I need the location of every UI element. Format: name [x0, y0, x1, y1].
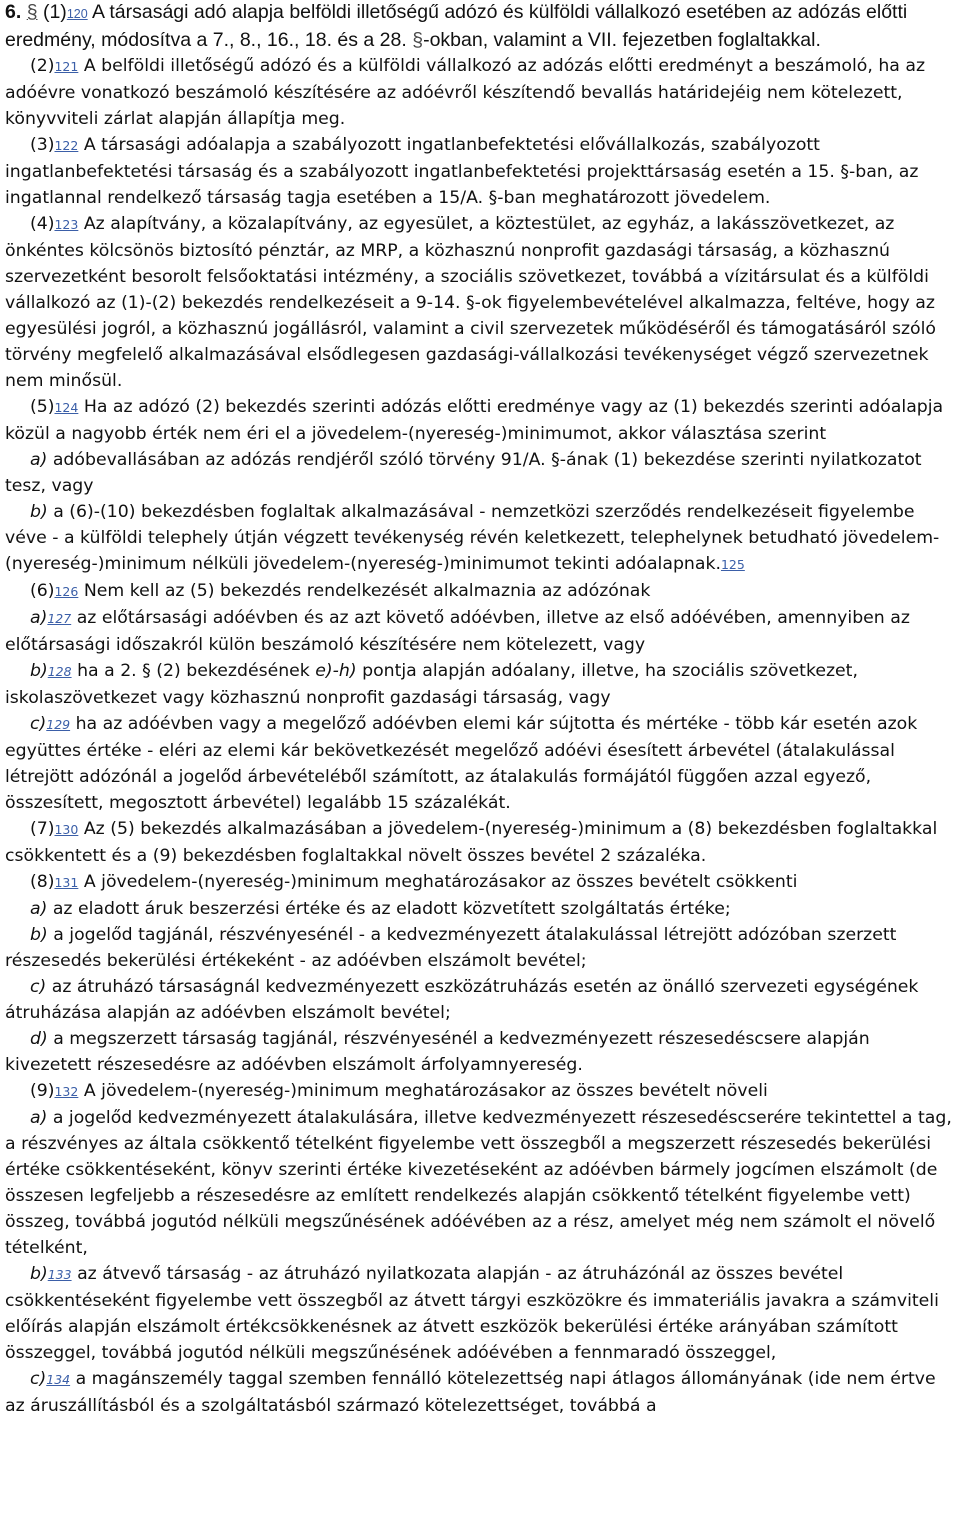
point-label: b)	[30, 661, 48, 681]
section-sign: §	[26, 1, 38, 23]
point-range: e)-h)	[315, 661, 357, 681]
section-sign: §	[840, 162, 850, 182]
point-9b	[5, 1261, 955, 1366]
footnote-link-124[interactable]: 124	[54, 400, 79, 415]
point-text-cont: pontja alapján adóalany, illetve, ha szociális szövetkezet, iskolaszövetkezet vagy közhasznú nonprofit gazdasági társaság, vagy	[5, 661, 858, 708]
point-9a	[5, 1105, 955, 1261]
footnote-link-120[interactable]: 120	[66, 7, 88, 21]
paragraph-number: (3)	[30, 135, 55, 155]
paragraph-text: A társasági adó alapja belföldi illetőségű adózó és külföldi vállalkozó esetében az adózás előtti eredmény, módosítva a 7., 8., 16., 18. és a 28.	[5, 1, 908, 51]
paragraph-text: A jövedelem-(nyereség-)minimum meghatározásakor az összes bevételt csökkenti	[78, 872, 798, 892]
footnote-link-121[interactable]: 121	[54, 59, 79, 74]
point-text: adóbevallásában az adózás rendjéről szóló törvény 91/A.	[47, 450, 552, 470]
point-label: b)	[30, 925, 48, 945]
paragraph-text-cont: -ban meghatározott jövedelem.	[497, 188, 771, 208]
point-text: a jogelőd kedvezményezett átalakulására, illetve kedvezményezett részesedéscserére tekintettel a tag, a részvényes az általa csökkentő tételként figyelembe vett összegből a megszerzett részesedés bekerülési értéke csökkentéseként, könyv szerinti értéke kivezetéseként az adóévben bármely jogcímen elszámolt (de összesen legfeljebb a részesedésre az említett rendelkezés alapján csökkentő tételként figyelembe vett) összeg, továbbá jogutód nélküli megszűnésének adóévében az a rész, amelyet még nem számolt el növelő tételként,	[5, 1108, 952, 1258]
point-text: ha az adóévben vagy a megelőző adóévben elemi kár sújtotta és mértéke - több kár esetén azok együttes értéke - eléri az elemi kár bekövetkezését megelőző adóévi ésesített árbevétel (átalakulással létrejött adózónál a jogelőd árbevételéből számított, az átalakulás formájától függően azzal egyező, összesített, megosztott árbevétel) legalább 15 százalékát.	[5, 714, 918, 813]
footnote-link-128[interactable]: 128	[47, 664, 72, 679]
paragraph-number: (6)	[30, 581, 55, 601]
footnote-link-129[interactable]: 129	[46, 717, 71, 732]
paragraph-text-cont: -ok figyelembevételével alkalmazza, feltéve, hogy az egyesülési jogról, a közhasznú jogállásról, valamint a civil szervezetek működéséről és támogatásáról szóló törvény megfelelő alkalmazásával elsődlegesen gazdasági-vállalkozási tevékenységet végző szervezetnek nem minősül.	[5, 293, 936, 391]
footnote-link-131[interactable]: 131	[54, 875, 79, 890]
point-6b	[5, 658, 955, 711]
point-label: c)	[30, 714, 47, 734]
paragraph-6	[5, 578, 955, 605]
point-text: a magánszemély taggal szemben fennálló kötelezettség napi átlagos állományának (ide nem értve az áruszállításból és a szolgáltatásból származó kötelezettséget, továbbá a	[5, 1369, 936, 1416]
section-sign: §	[551, 450, 560, 470]
point-8d	[5, 1026, 955, 1078]
point-label: c)	[30, 977, 47, 997]
paragraph-number: (1)	[42, 1, 67, 23]
point-text: a megszerzett társaság tagjánál, részvényesénél a kedvezményezett részesedéscsere alapján kivezetett részesedésre az adóévben elszámolt árfolyamnyereség.	[5, 1029, 870, 1075]
section-number: 6.	[5, 1, 22, 23]
point-text-cont: (2) bekezdésének	[150, 661, 316, 681]
point-text: ha a 2.	[71, 661, 143, 681]
section-sign: §	[142, 661, 151, 681]
paragraph-4	[5, 211, 955, 394]
paragraph-text: A belföldi illetőségű adózó és a külföldi vállalkozó az adózás előtti eredményt a beszámoló, ha az adóévre vonatkozó beszámoló készítésére az adóévről készítendő bevallás határidejéig nem kötelezett, könyvviteli zárlat alapján állapítja meg.	[5, 56, 926, 129]
point-6c	[5, 711, 955, 816]
paragraph-text: Nem kell az (5) bekezdés rendelkezését alkalmaznia az adózónak	[78, 581, 651, 601]
point-5b	[5, 499, 955, 578]
paragraph-number: (2)	[30, 56, 55, 76]
paragraph-8	[5, 869, 955, 896]
point-label: a)	[30, 450, 48, 470]
footnote-link-132[interactable]: 132	[54, 1084, 79, 1099]
footnote-link-127[interactable]: 127	[47, 611, 72, 626]
section-sign: §	[412, 28, 424, 51]
paragraph-7	[5, 816, 955, 869]
footnote-link-122[interactable]: 122	[54, 138, 79, 153]
point-8a	[5, 896, 955, 922]
paragraph-text-cont: -okban, valamint a VII. fejezetben foglaltakkal.	[423, 28, 821, 51]
paragraph-2	[5, 53, 955, 132]
footnote-link-134[interactable]: 134	[46, 1372, 71, 1387]
point-9c	[5, 1366, 955, 1419]
point-label: d)	[30, 1029, 48, 1049]
paragraph-9	[5, 1078, 955, 1105]
point-text-cont: -ának (1) bekezdése szerinti nyilatkozatot tesz, vagy	[5, 450, 922, 496]
point-8c	[5, 974, 955, 1026]
point-8b	[5, 922, 955, 974]
paragraph-3	[5, 132, 955, 211]
point-text: a jogelőd tagjánál, részvényesénél - a kedvezményezett átalakulással létrejött adózóban szerzett részesedés bekerülési értékeként - az adóévben elszámolt bevétel;	[5, 925, 897, 971]
point-label: b)	[30, 1264, 48, 1284]
point-text: az előtársasági adóévben és az azt követő adóévben, illetve az első adóévében, amennyiben az előtársasági időszakról külön beszámoló készítésére nem kötelezett, vagy	[5, 608, 910, 655]
section-sign: §	[488, 188, 498, 208]
point-label: a)	[30, 899, 48, 919]
section-6-paragraph-1	[5, 0, 955, 53]
point-label: a)	[30, 1108, 48, 1128]
paragraph-number: (8)	[30, 872, 55, 892]
point-label: c)	[30, 1369, 47, 1389]
paragraph-text: Az alapítvány, a közalapítvány, az egyesület, a köztestület, az egyház, a lakásszövetkezet, az önkéntes kölcsönös biztosító pénztár, az MRP, a közhasznú nonprofit gazdasági társaság, a közhasznú szervezetként besorolt felsőoktatási intézmény, a szociális szövetkezet, továbbá a vízitársulat és a külföldi vállalkozó az (1)-(2) bekezdés rendelkezéseit a 9-14.	[5, 214, 929, 313]
paragraph-number: (7)	[30, 819, 55, 839]
point-text: az eladott áruk beszerzési értéke és az eladott közvetített szolgáltatás értéke;	[47, 899, 731, 919]
point-label: a)	[30, 608, 48, 628]
paragraph-number: (9)	[30, 1081, 55, 1101]
paragraph-text: A társasági adóalapja a szabályozott ingatlanbefektetési elővállalkozás, szabályozott ingatlanbefektetési társaság és a szabályozott ingatlanbefektetési projekttársaság esetén a 15.	[5, 135, 841, 182]
footnote-link-126[interactable]: 126	[54, 584, 79, 599]
section-sign: §	[465, 293, 475, 313]
point-5a	[5, 447, 955, 499]
paragraph-number: (4)	[30, 214, 55, 234]
point-text: a (6)-(10) bekezdésben foglaltak alkalmazásával - nemzetközi szerződés rendelkezéseit figyelembe véve - a külföldi telephely útján végzett tevékenység révén keletkezett, telephelynek betudható jövedelem-(nyereség-)minimum nélküli jövedelem-(nyereség-)minimumot tekinti adóalapnak.	[5, 502, 940, 574]
footnote-link-133[interactable]: 133	[47, 1267, 72, 1282]
footnote-link-125[interactable]: 125	[720, 557, 745, 572]
footnote-link-123[interactable]: 123	[54, 217, 79, 232]
paragraph-text: A jövedelem-(nyereség-)minimum meghatározásakor az összes bevételt növeli	[78, 1081, 768, 1101]
paragraph-5	[5, 394, 955, 447]
paragraph-number: (5)	[30, 397, 55, 417]
point-label: b)	[30, 502, 48, 522]
point-text: az átruházó társaságnál kedvezményezett eszközátruházás esetén az önálló szervezeti egységének átruházása alapján az adóévben elszámolt bevétel;	[5, 977, 919, 1023]
point-6a	[5, 605, 955, 658]
paragraph-text: Ha az adózó (2) bekezdés szerinti adózás előtti eredménye vagy az (1) bekezdés szerinti adóalapja közül a nagyobb érték nem éri el a jövedelem-(nyereség-)minimumot, akkor választása szerint	[5, 397, 944, 444]
point-text: az átvevő társaság - az átruházó nyilatkozata alapján - az átruházónál az összes bevétel csökkentéseként figyelembe vett összegből az átvett tárgyi eszközökre és immateriális javakra a számviteli előírás alapján elszámolt értékcsökkenésnek az átvett eszközök bekerülési értéke arányában számított összeggel, továbbá jogutód nélküli megszűnésének adóévében a fennmaradó összeggel,	[5, 1264, 939, 1363]
paragraph-text: Az (5) bekezdés alkalmazásában a jövedelem-(nyereség-)minimum a (8) bekezdésben foglaltakkal csökkentett és a (9) bekezdésben foglaltakkal növelt összes bevétel 2 százaléka.	[5, 819, 938, 866]
footnote-link-130[interactable]: 130	[54, 822, 79, 837]
paragraph-text-cont: -ban, az ingatlannal rendelkező társaság tagja esetében a 15/A.	[5, 162, 919, 208]
